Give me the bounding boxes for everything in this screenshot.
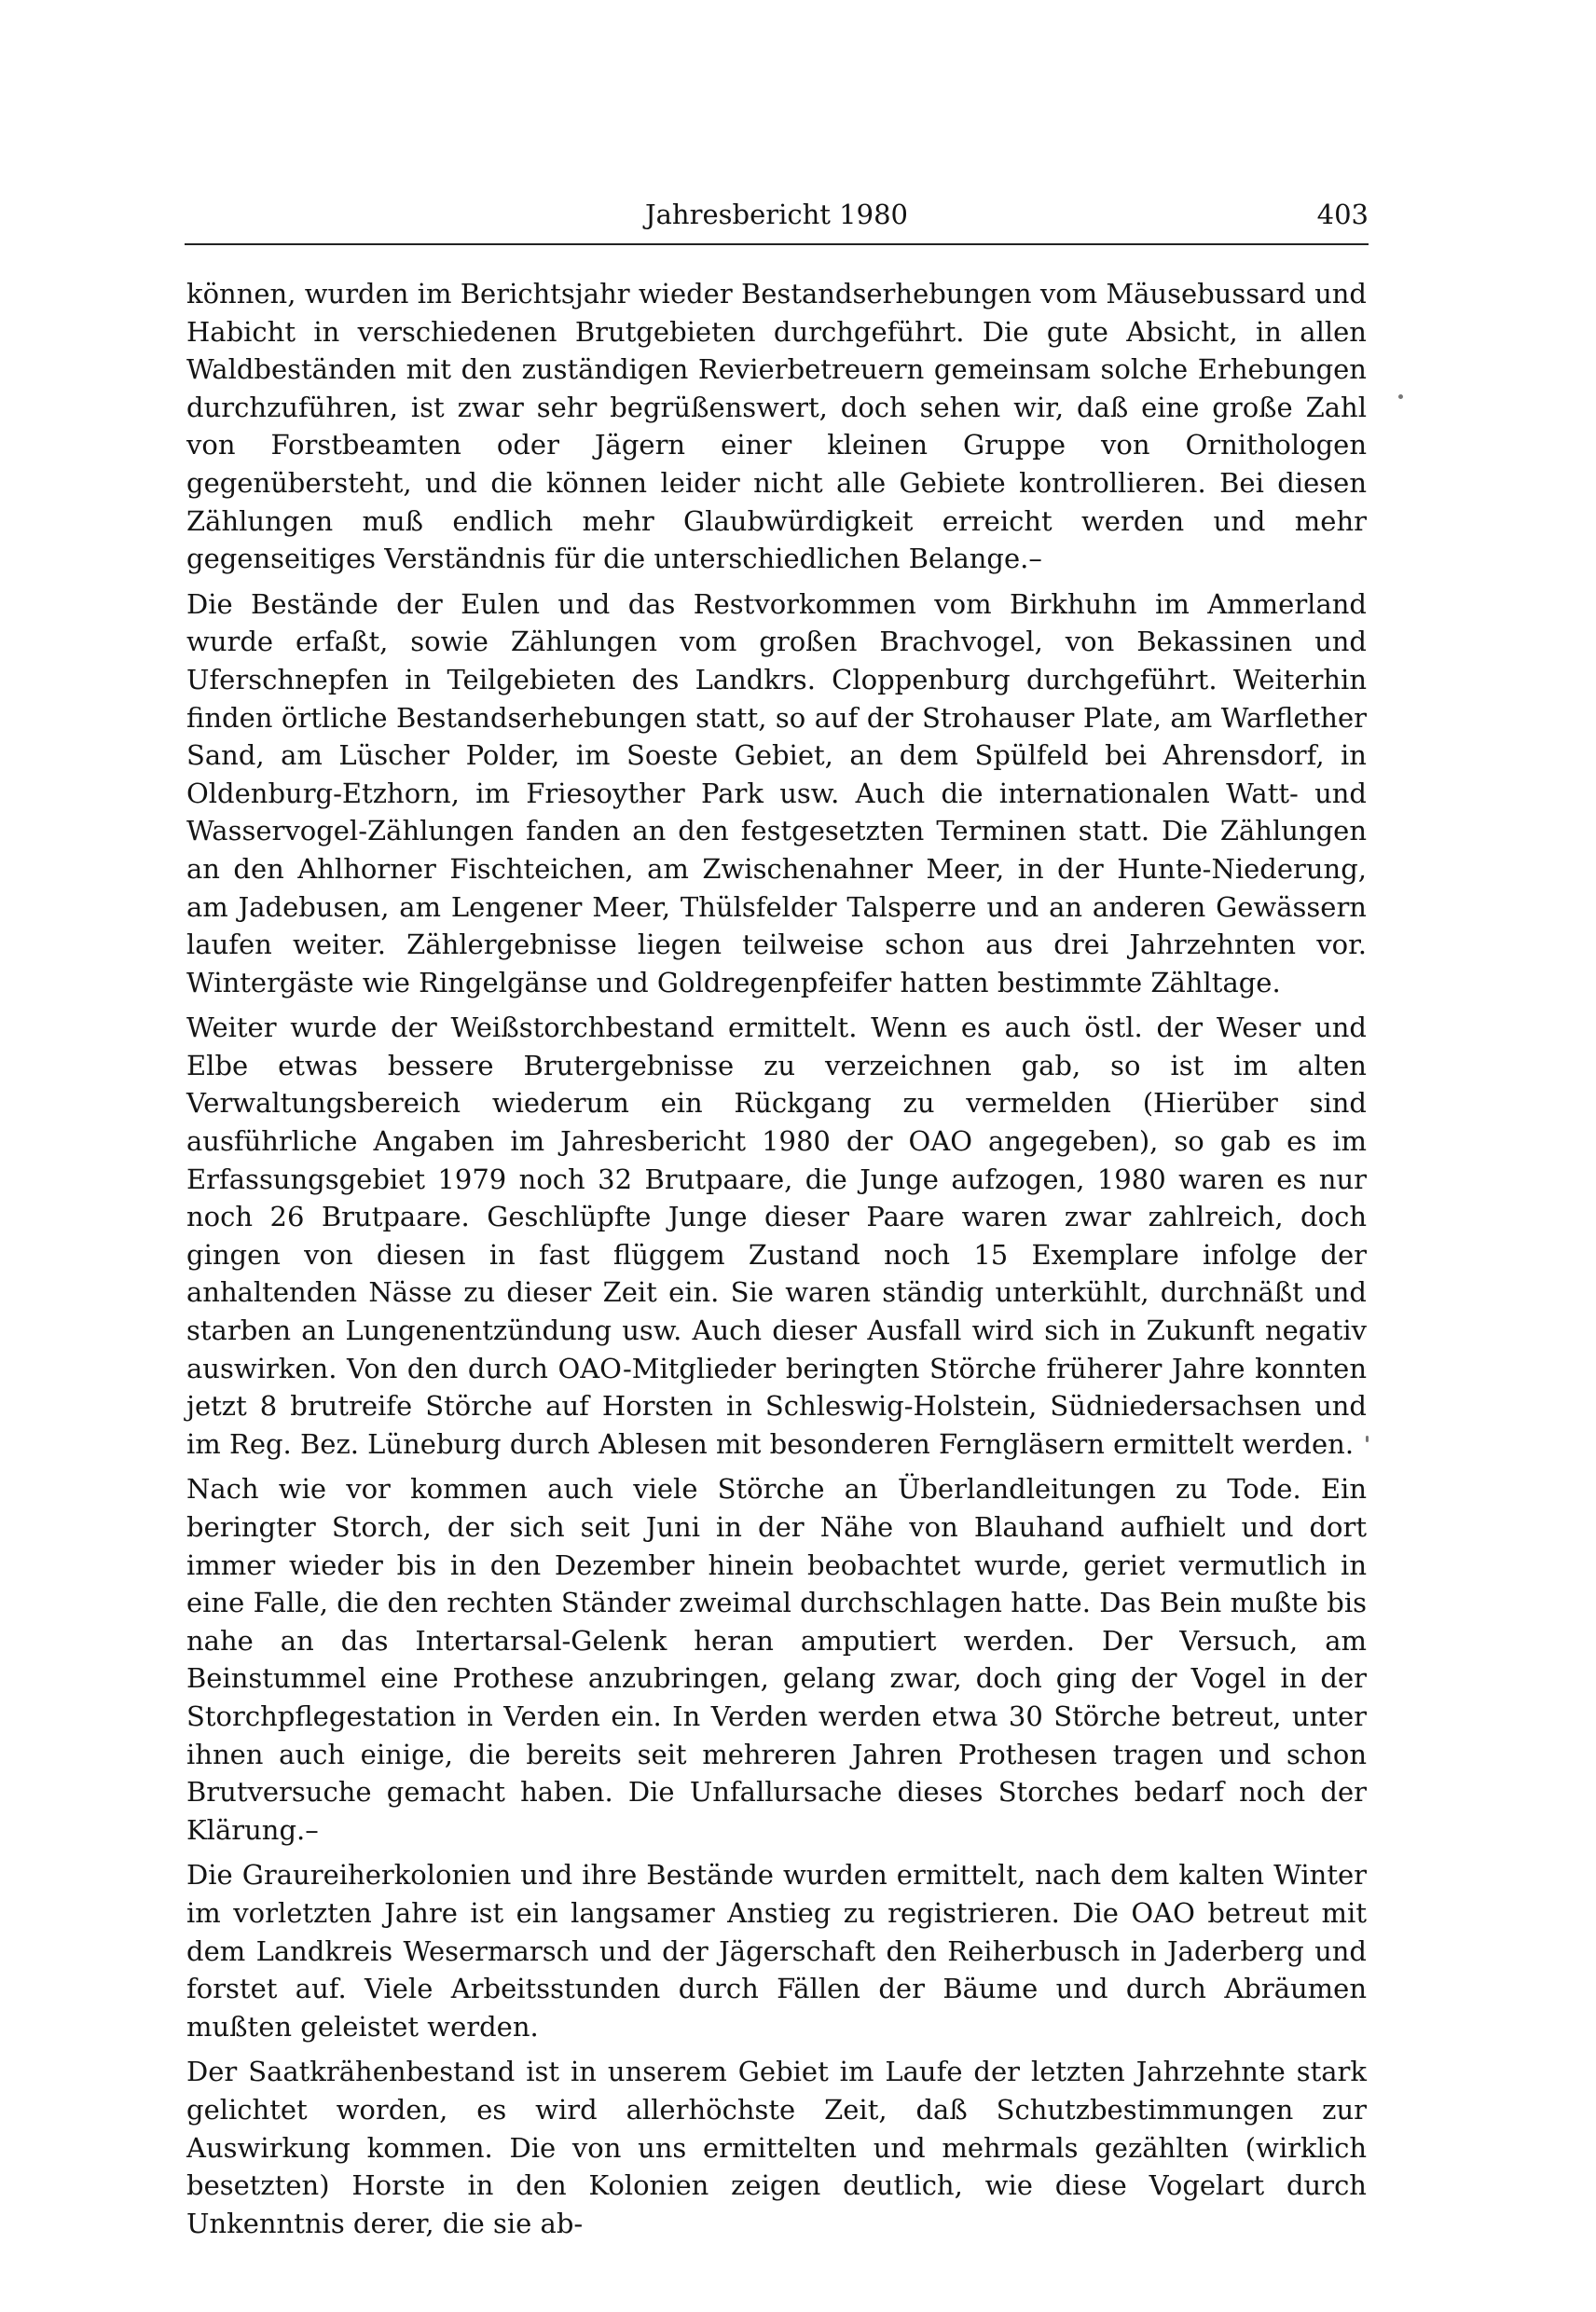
paragraph-grey-heron: Die Graureiherkolonien und ihre Bestände wurden ermittelt, nach dem kalten Winter im vorletzten Jahre ist ein langsamer Anstieg zu registrieren. Die OAO betreut mit dem Landkreis Wesermarsch und der Jägerschaft den Reiherbusch in Jaderberg und forstet auf. Viele Arbeitsstunden durch Fällen der Bäume und durch Abräumen mußten geleistet werden. — [186, 1859, 1367, 2043]
running-title: Jahresbericht 1980 — [645, 199, 908, 230]
paragraph-stork-accidents: Nach wie vor kommen auch viele Störche an Überlandleitungen zu Tode. Ein beringter Storch, der sich seit Juni in der Nähe von Blauhand aufhielt und dort immer wieder bis in den Dezember hinein beobachtet wurde, geriet vermutlich in eine Falle, die den rechten Ständer zweimal durchschlagen hatte. Das Bein mußte bis nahe an das Intertarsal-Gelenk heran amputiert werden. Der Versuch, am Beinstummel eine Prothese anzubringen, gelang zwar, doch ging der Vogel in der Storchpflegestation in Verden ein. In Verden werden etwa 30 Störche betreut, unter ihnen auch einige, die bereits seit mehreren Jahren Prothesen tragen und schon Brutversuche gemacht haben. Die Unfallursache dieses Storches bedarf noch der Klärung.– — [186, 1473, 1367, 1846]
scan-speck — [1398, 394, 1403, 399]
scan-speck — [1366, 1436, 1369, 1442]
paragraph-white-stork: Weiter wurde der Weißstorchbestand ermittelt. Wenn es auch östl. der Weser und Elbe etwas bessere Brutergebnisse zu verzeichnen gab, so ist im alten Verwaltungsbereich wiederum ein Rückgang zu vermelden (Hierüber sind ausführliche Angaben im Jahresbericht 1980 der OAO angegeben), so gab es im Erfassungsgebiet 1979 noch 32 Brutpaare, die Junge aufzogen, 1980 waren es nur noch 26 Brutpaare. Geschlüpfte Junge dieser Paare waren zwar zahlreich, doch gingen von diesen in fast flüggem Zustand noch 15 Exemplare infolge der anhaltenden Nässe zu dieser Zeit ein. Sie waren ständig unterkühlt, durchnäßt und starben an Lungenentzündung usw. Auch dieser Ausfall wird sich in Zukunft negativ auswirken. Von den durch OAO-Mitglieder beringten Störche früherer Jahre konnten jetzt 8 brutreife Störche auf Horsten in Schleswig-Holstein, Südniedersachsen und im Reg. Bez. Lüneburg durch Ablesen mit besonderen Ferngläsern ermittelt werden. — [186, 1012, 1367, 1460]
header-divider — [185, 243, 1369, 245]
running-header — [185, 186, 1369, 242]
page-number: 403 — [1316, 199, 1369, 230]
paragraph-rook: Der Saatkrähenbestand ist in unserem Gebiet im Laufe der letzten Jahrzehnte stark gelichtet worden, es wird allerhöchste Zeit, daß Schutzbestimmungen zur Auswirkung kommen. Die von uns ermittelten und mehrmals gezählten (wirklich besetzten) Horste in den Kolonien zeigen deutlich, wie diese Vogelart durch Unkenntnis derer, die sie ab- — [186, 2056, 1367, 2239]
paragraph-owls-and-counts: Die Bestände der Eulen und das Restvorkommen vom Birkhuhn im Ammerland wurde erfaßt, sowie Zählungen vom großen Brachvogel, von Bekassinen und Uferschnepfen in Teilgebieten des Landkrs. Cloppenburg durchgeführt. Weiterhin finden örtliche Bestandserhebungen statt, so auf der Strohauser Plate, am Warflether Sand, am Lüscher Polder, im Soeste Gebiet, an dem Spülfeld bei Ahrensdorf, in Oldenburg-Etzhorn, im Friesoyther Park usw. Auch die internationalen Watt- und Wasservogel-Zählungen fanden an den festgesetzten Terminen statt. Die Zählungen an den Ahlhorner Fischteichen, am Zwischenahner Meer, in der Hunte-Niederung, am Jadebusen, am Lengener Meer, Thülsfelder Talsperre und an anderen Gewässern laufen weiter. Zählergebnisse liegen teilweise schon aus drei Jahrzehnten vor. Wintergäste wie Ringelgänse und Goldregenpfeifer hatten bestimmte Zähltage. — [186, 587, 1367, 998]
body-text — [186, 275, 1367, 2250]
paragraph-bird-of-prey-survey: können, wurden im Berichtsjahr wieder Bestandserhebungen vom Mäusebussard und Habicht in verschiedenen Brutgebieten durchgeführt. Die gute Absicht, in allen Waldbeständen mit den zuständigen Revierbetreuern gemeinsam solche Erhebungen durchzuführen, ist zwar sehr begrüßenswert, doch sehen wir, daß eine große Zahl von Forstbeamten oder Jägern einer kleinen Gruppe von Ornithologen gegenübersteht, und die können leider nicht alle Gebiete kontrollieren. Bei diesen Zählungen muß endlich mehr Glaubwürdigkeit erreicht werden und mehr gegenseitiges Verständnis für die unterschiedlichen Belange.– — [186, 278, 1367, 575]
